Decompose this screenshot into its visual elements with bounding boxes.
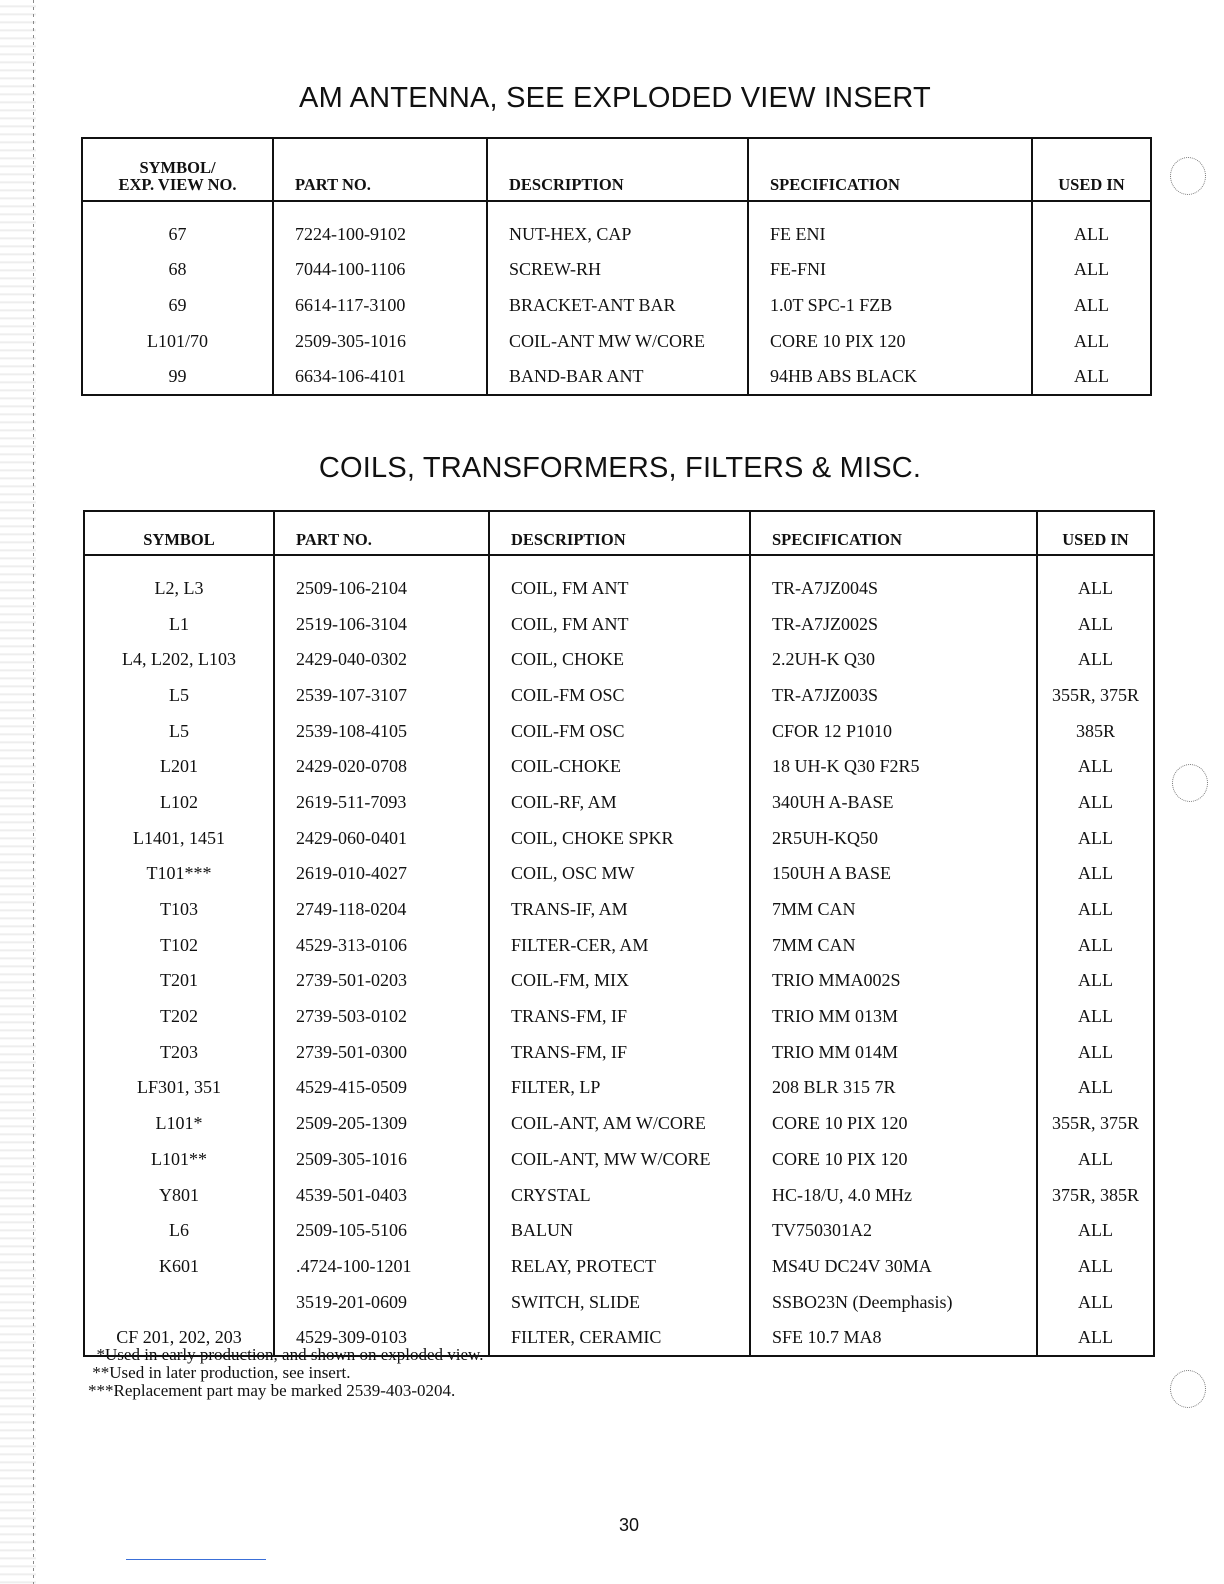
cell-symbol: L101/70 — [82, 323, 273, 359]
cell-description: COIL, CHOKE SPKR — [489, 820, 750, 856]
cell-part-no: 2739-503-0102 — [274, 998, 489, 1034]
cell-specification: CORE 10 PIX 120 — [748, 323, 1032, 359]
cell-symbol: L5 — [84, 713, 274, 749]
cell-specification: 94HB ABS BLACK — [748, 358, 1032, 395]
table-row — [84, 1177, 1154, 1213]
cell-symbol: L6 — [84, 1212, 274, 1248]
cell-used-in: ALL — [1037, 891, 1154, 927]
column-header-symbol — [82, 138, 273, 201]
cell-symbol: L101** — [84, 1141, 274, 1177]
cell-specification: SFE 10.7 MA8 — [750, 1319, 1037, 1356]
table-row — [84, 713, 1154, 749]
table-row — [82, 323, 1151, 359]
cell-specification: TRIO MM 014M — [750, 1034, 1037, 1070]
cell-description: COIL, CHOKE — [489, 641, 750, 677]
table-row — [84, 963, 1154, 999]
table-row — [84, 891, 1154, 927]
column-header-specification: SPECIFICATION — [748, 138, 1032, 201]
cell-description: FILTER-CER, AM — [489, 927, 750, 963]
cell-symbol: 68 — [82, 252, 273, 288]
table-header-row — [84, 511, 1154, 555]
column-header-description: DESCRIPTION — [487, 138, 748, 201]
cell-used-in: ALL — [1037, 1070, 1154, 1106]
cell-specification: CFOR 12 P1010 — [750, 713, 1037, 749]
cell-description: COIL, FM ANT — [489, 606, 750, 642]
am-antenna-parts-table — [81, 137, 1152, 396]
cell-part-no: 3519-201-0609 — [274, 1284, 489, 1320]
cell-specification: CORE 10 PIX 120 — [750, 1105, 1037, 1141]
cell-symbol: T203 — [84, 1034, 274, 1070]
footnote: ***Replacement part may be marked 2539-403-0204. — [88, 1381, 456, 1400]
cell-specification: TV750301A2 — [750, 1212, 1037, 1248]
cell-part-no: 4529-415-0509 — [274, 1070, 489, 1106]
cell-part-no: 7044-100-1106 — [273, 252, 487, 288]
footnote: **Used in later production, see insert. — [88, 1363, 351, 1382]
cell-part-no: 2429-060-0401 — [274, 820, 489, 856]
cell-specification: 2.2UH-K Q30 — [750, 641, 1037, 677]
cell-specification: FE ENI — [748, 201, 1032, 252]
cell-used-in: ALL — [1037, 963, 1154, 999]
table-row — [84, 1248, 1154, 1284]
cell-part-no: 2619-010-4027 — [274, 856, 489, 892]
cell-part-no: 2519-106-3104 — [274, 606, 489, 642]
table-row — [82, 201, 1151, 252]
cell-part-no: 2509-305-1016 — [273, 323, 487, 359]
table-row — [84, 927, 1154, 963]
coils-transformers-parts-table — [83, 510, 1155, 1357]
section-title-coils-transformers: COILS, TRANSFORMERS, FILTERS & MISC. — [318, 452, 922, 484]
binder-hole — [1170, 157, 1206, 195]
footnotes — [88, 1346, 483, 1400]
cell-symbol: L1401, 1451 — [84, 820, 274, 856]
cell-symbol: 69 — [82, 287, 273, 323]
cell-specification: HC-18/U, 4.0 MHz — [750, 1177, 1037, 1213]
cell-specification: 18 UH-K Q30 F2R5 — [750, 748, 1037, 784]
cell-used-in: ALL — [1037, 748, 1154, 784]
cell-description: BRACKET-ANT BAR — [487, 287, 748, 323]
cell-used-in: ALL — [1037, 1141, 1154, 1177]
table-row — [84, 1070, 1154, 1106]
cell-part-no: 2429-040-0302 — [274, 641, 489, 677]
cell-description: SWITCH, SLIDE — [489, 1284, 750, 1320]
cell-part-no: 2619-511-7093 — [274, 784, 489, 820]
cell-used-in: ALL — [1032, 252, 1151, 288]
cell-description: FILTER, CERAMIC — [489, 1319, 750, 1356]
cell-description: TRANS-IF, AM — [489, 891, 750, 927]
cell-part-no: 6634-106-4101 — [273, 358, 487, 395]
cell-specification: TR-A7JZ003S — [750, 677, 1037, 713]
cell-specification: SSBO23N (Deemphasis) — [750, 1284, 1037, 1320]
cell-part-no: 2509-105-5106 — [274, 1212, 489, 1248]
cell-specification: FE-FNI — [748, 252, 1032, 288]
table-row — [84, 1034, 1154, 1070]
cell-description: COIL-FM OSC — [489, 713, 750, 749]
cell-symbol: T102 — [84, 927, 274, 963]
cell-specification: TRIO MMA002S — [750, 963, 1037, 999]
table-row — [84, 748, 1154, 784]
table-row — [84, 641, 1154, 677]
table-row — [84, 677, 1154, 713]
cell-part-no: 2739-501-0203 — [274, 963, 489, 999]
cell-used-in: ALL — [1037, 820, 1154, 856]
cell-specification: 7MM CAN — [750, 891, 1037, 927]
cell-part-no: 2509-205-1309 — [274, 1105, 489, 1141]
page-number: 30 — [618, 1515, 640, 1535]
table-row — [84, 606, 1154, 642]
cell-specification: 208 BLR 315 7R — [750, 1070, 1037, 1106]
cell-specification: 7MM CAN — [750, 927, 1037, 963]
table-row — [82, 358, 1151, 395]
cell-used-in: ALL — [1037, 1034, 1154, 1070]
cell-description: COIL-CHOKE — [489, 748, 750, 784]
table-row — [84, 820, 1154, 856]
cell-used-in: 355R, 375R — [1037, 677, 1154, 713]
binder-hole — [1172, 764, 1208, 802]
cell-used-in: ALL — [1037, 784, 1154, 820]
cell-used-in: 385R — [1037, 713, 1154, 749]
cell-symbol: L201 — [84, 748, 274, 784]
cell-description: CRYSTAL — [489, 1177, 750, 1213]
cell-description: COIL-RF, AM — [489, 784, 750, 820]
table-row — [84, 1212, 1154, 1248]
cell-used-in: ALL — [1037, 1248, 1154, 1284]
cell-part-no: 2429-020-0708 — [274, 748, 489, 784]
cell-part-no: 2539-108-4105 — [274, 713, 489, 749]
cell-specification: CORE 10 PIX 120 — [750, 1141, 1037, 1177]
cell-description: COIL-ANT, MW W/CORE — [489, 1141, 750, 1177]
cell-used-in: ALL — [1037, 1319, 1154, 1356]
table-row — [84, 1105, 1154, 1141]
table-row — [84, 555, 1154, 606]
cell-used-in: ALL — [1037, 1284, 1154, 1320]
header-symbol-line1: SYMBOL/ — [139, 158, 216, 177]
cell-used-in: ALL — [1037, 1212, 1154, 1248]
cell-used-in: ALL — [1037, 998, 1154, 1034]
cell-used-in: ALL — [1037, 856, 1154, 892]
cell-part-no: 2739-501-0300 — [274, 1034, 489, 1070]
cell-symbol: T101*** — [84, 856, 274, 892]
cell-used-in: 355R, 375R — [1037, 1105, 1154, 1141]
column-header-specification: SPECIFICATION — [750, 511, 1037, 555]
cell-specification: MS4U DC24V 30MA — [750, 1248, 1037, 1284]
section-title-am-antenna: AM ANTENNA, SEE EXPLODED VIEW INSERT — [299, 82, 931, 114]
column-header-part-no: PART NO. — [273, 138, 487, 201]
cell-symbol: T103 — [84, 891, 274, 927]
cell-part-no: 2539-107-3107 — [274, 677, 489, 713]
cell-part-no: 6614-117-3100 — [273, 287, 487, 323]
cell-description: COIL-FM OSC — [489, 677, 750, 713]
column-header-part-no: PART NO. — [274, 511, 489, 555]
cell-symbol — [84, 1284, 274, 1320]
cell-part-no: 7224-100-9102 — [273, 201, 487, 252]
cell-symbol: L4, L202, L103 — [84, 641, 274, 677]
cell-part-no: .4724-100-1201 — [274, 1248, 489, 1284]
cell-symbol: L101* — [84, 1105, 274, 1141]
cell-symbol: L102 — [84, 784, 274, 820]
table-row — [84, 784, 1154, 820]
cell-part-no: 2749-118-0204 — [274, 891, 489, 927]
cell-description: COIL, FM ANT — [489, 555, 750, 606]
cell-symbol: L2, L3 — [84, 555, 274, 606]
column-header-description: DESCRIPTION — [489, 511, 750, 555]
table-row — [82, 252, 1151, 288]
cell-used-in: 375R, 385R — [1037, 1177, 1154, 1213]
cell-symbol: T202 — [84, 998, 274, 1034]
cell-symbol: 67 — [82, 201, 273, 252]
cell-specification: 1.0T SPC-1 FZB — [748, 287, 1032, 323]
cell-symbol: L1 — [84, 606, 274, 642]
cell-description: BAND-BAR ANT — [487, 358, 748, 395]
cell-used-in: ALL — [1032, 201, 1151, 252]
cell-part-no: 2509-305-1016 — [274, 1141, 489, 1177]
cell-description: COIL-ANT MW W/CORE — [487, 323, 748, 359]
cell-used-in: ALL — [1037, 555, 1154, 606]
cell-part-no: 4539-501-0403 — [274, 1177, 489, 1213]
cell-description: SCREW-RH — [487, 252, 748, 288]
column-header-symbol: SYMBOL — [84, 511, 274, 555]
cell-part-no: 2509-106-2104 — [274, 555, 489, 606]
cell-used-in: ALL — [1032, 323, 1151, 359]
cell-description: TRANS-FM, IF — [489, 1034, 750, 1070]
cell-description: BALUN — [489, 1212, 750, 1248]
cell-description: FILTER, LP — [489, 1070, 750, 1106]
cell-symbol: T201 — [84, 963, 274, 999]
cell-part-no: 4529-313-0106 — [274, 927, 489, 963]
column-header-used-in: USED IN — [1032, 138, 1151, 201]
scan-margin-noise — [0, 0, 36, 1584]
bottom-rule — [126, 1559, 266, 1560]
column-header-used-in: USED IN — [1037, 511, 1154, 555]
table-row — [84, 856, 1154, 892]
table-row — [84, 998, 1154, 1034]
cell-used-in: ALL — [1032, 287, 1151, 323]
footnote: *Used in early production, and shown on exploded view. — [88, 1345, 484, 1364]
cell-symbol: 99 — [82, 358, 273, 395]
table-row — [84, 1284, 1154, 1320]
cell-symbol: K601 — [84, 1248, 274, 1284]
table-header-row — [82, 138, 1151, 201]
cell-description: COIL, OSC MW — [489, 856, 750, 892]
scan-margin-rule — [33, 0, 34, 1584]
table-row — [82, 287, 1151, 323]
cell-symbol: LF301, 351 — [84, 1070, 274, 1106]
cell-used-in: ALL — [1037, 641, 1154, 677]
cell-symbol: L5 — [84, 677, 274, 713]
cell-specification: 150UH A BASE — [750, 856, 1037, 892]
table-row — [84, 1141, 1154, 1177]
cell-symbol: Y801 — [84, 1177, 274, 1213]
cell-specification: 2R5UH-KQ50 — [750, 820, 1037, 856]
binder-hole — [1170, 1370, 1206, 1408]
cell-description: COIL-ANT, AM W/CORE — [489, 1105, 750, 1141]
cell-specification: 340UH A-BASE — [750, 784, 1037, 820]
cell-specification: TRIO MM 013M — [750, 998, 1037, 1034]
cell-description: RELAY, PROTECT — [489, 1248, 750, 1284]
cell-symbol: CF 201, 202, 203 — [84, 1319, 274, 1356]
cell-used-in: ALL — [1037, 927, 1154, 963]
cell-specification: TR-A7JZ002S — [750, 606, 1037, 642]
cell-used-in: ALL — [1032, 358, 1151, 395]
cell-description: NUT-HEX, CAP — [487, 201, 748, 252]
cell-used-in: ALL — [1037, 606, 1154, 642]
header-symbol-line2: EXP. VIEW NO. — [118, 175, 237, 194]
cell-description: COIL-FM, MIX — [489, 963, 750, 999]
cell-description: TRANS-FM, IF — [489, 998, 750, 1034]
cell-part-no: 4529-309-0103 — [274, 1319, 489, 1356]
cell-specification: TR-A7JZ004S — [750, 555, 1037, 606]
